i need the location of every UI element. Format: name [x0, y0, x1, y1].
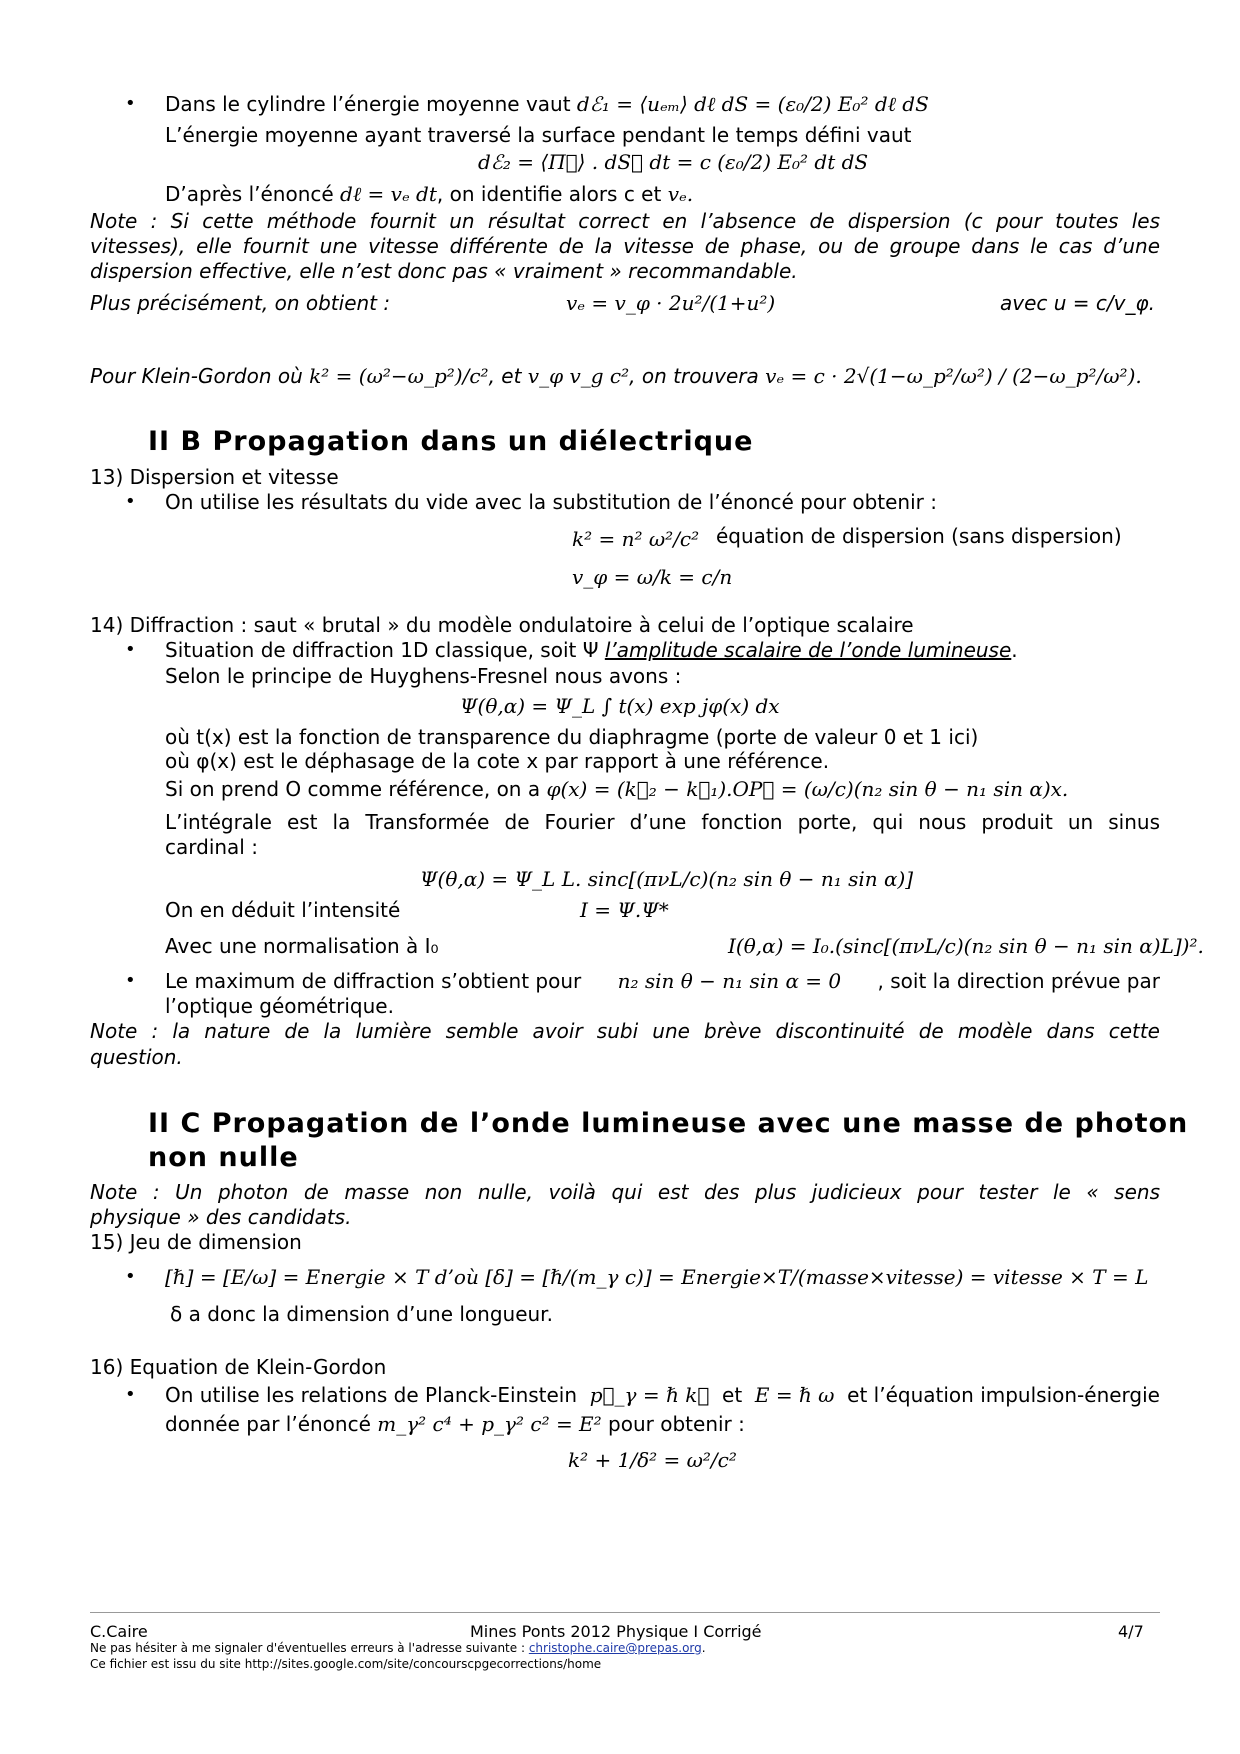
bullet: •	[125, 1384, 136, 1405]
paragraph	[165, 1412, 745, 1436]
equation: dℓ = vₑ dt	[340, 182, 437, 206]
paragraph	[165, 1383, 1160, 1407]
note: vitesses), elle fournit une vitesse différente de la vitesse de phase, ou de groupe dans le cas d’une	[90, 234, 1160, 258]
note: question.	[90, 1045, 183, 1069]
paragraph	[165, 969, 1160, 993]
note	[90, 364, 1142, 388]
bullet: •	[125, 1266, 136, 1287]
paragraph: Selon le principe de Huyghens-Fresnel nous avons :	[165, 664, 682, 688]
equation-label: équation de dispersion (sans dispersion)	[716, 524, 1122, 548]
text: D’après l’énoncé	[165, 182, 334, 206]
section-heading: II B Propagation dans un diélectrique	[148, 426, 754, 457]
equation: p⃗_γ = ℏ k⃗	[589, 1383, 710, 1407]
equation: dℰ₂ = ⟨Π⃗⟩ . dS⃗ dt = c (ε₀/2) E₀² dt dS	[478, 150, 869, 174]
text: , soit la direction prévue par	[877, 969, 1160, 993]
text: pour obtenir :	[608, 1412, 745, 1436]
text: Situation de diffraction 1D classique, soit Ψ	[165, 638, 599, 662]
note: Plus précisément, on obtient :	[90, 291, 391, 315]
section-heading: non nulle	[148, 1142, 299, 1173]
question-heading: 13) Dispersion et vitesse	[90, 465, 339, 489]
equation: v_φ v_g c²	[527, 364, 630, 388]
text: , on trouvera	[629, 364, 759, 388]
note: physique » des candidats.	[90, 1205, 352, 1229]
paragraph: On en déduit l’intensité	[165, 898, 401, 922]
question-heading: 15) Jeu de dimension	[90, 1230, 302, 1254]
bullet: •	[125, 970, 136, 991]
text: Dans le cylindre l’énergie moyenne vaut	[165, 92, 571, 116]
equation: Ψ(θ,α) = Ψ_L L. sinc[(πνL/c)(n₂ sin θ − n₁ sin α)]	[420, 867, 914, 891]
equation: I(θ,α) = I₀.(sinc[(πνL/c)(n₂ sin θ − n₁ sin α)L])².	[728, 934, 1204, 958]
question-heading: 14) Diffraction : saut « brutal » du modèle ondulatoire à celui de l’optique scalaire	[90, 613, 914, 637]
paragraph: On utilise les résultats du vide avec la substitution de l’énoncé pour obtenir :	[165, 490, 937, 514]
text: Le maximum de diffraction s’obtient pour	[165, 969, 582, 993]
note: Note : Un photon de masse non nulle, voilà qui est des plus judicieux pour tester le « sens	[90, 1180, 1160, 1204]
note: Note : Si cette méthode fournit un résultat correct en l’absence de dispersion (c pour toutes les	[90, 209, 1160, 233]
footer-page-number: 4/7	[1118, 1622, 1144, 1641]
equation: v_φ = ω/k = c/n	[572, 565, 733, 589]
equation: dℰ₁ = ⟨uₑₘ⟩ dℓ dS = (ε₀/2) E₀² dℓ dS	[576, 92, 929, 116]
equation: vₑ.	[667, 182, 694, 206]
footer-divider	[90, 1612, 1160, 1613]
email-link[interactable]: christophe.caire@prepas.org	[528, 1641, 702, 1655]
text: On utilise les relations de Planck-Einstein	[165, 1383, 578, 1407]
text: , et	[488, 364, 522, 388]
equation: [ℏ] = [E/ω] = Energie × T d’où [δ] = [ℏ/(m_γ c)] = Energie×T/(masse×vitesse) = vitesse × T = L	[165, 1265, 1149, 1289]
paragraph: cardinal :	[165, 835, 258, 859]
equation: k² + 1/δ² = ω²/c²	[568, 1448, 737, 1472]
footer-note: Ne pas hésiter à me signaler d'éventuelles erreurs à l'adresse suivante : christophe.caire@prepas.org.	[90, 1641, 706, 1655]
paragraph	[165, 182, 693, 206]
paragraph: L’énergie moyenne ayant traversé la surface pendant le temps défini vaut	[165, 123, 912, 147]
text: et	[722, 1383, 743, 1407]
paragraph	[165, 92, 929, 116]
text: Pour Klein-Gordon où	[90, 364, 303, 388]
equation: vₑ = v_φ · 2u²/(1+u²)	[566, 291, 776, 315]
paragraph: où φ(x) est le déphasage de la cote x par rapport à une référence.	[165, 749, 830, 773]
note: dispersion effective, elle n’est donc pas « vraiment » recommandable.	[90, 259, 798, 283]
equation: m_γ² c⁴ + p_γ² c² = E²	[377, 1412, 602, 1436]
equation: vₑ = c · 2√(1−ω_p²/ω²) / (2−ω_p²/ω²).	[765, 364, 1142, 388]
paragraph	[165, 638, 1018, 662]
equation: n₂ sin θ − n₁ sin α = 0	[617, 969, 842, 993]
equation: avec u = c/v_φ.	[1000, 291, 1156, 315]
question-heading: 16) Equation de Klein-Gordon	[90, 1355, 387, 1379]
paragraph: où t(x) est la fonction de transparence du diaphragme (porte de valeur 0 et 1 ici)	[165, 725, 979, 749]
equation: E = ℏ ω	[754, 1383, 835, 1407]
equation: I = Ψ.Ψ*	[580, 898, 669, 922]
text: , on identifie alors c et	[436, 182, 662, 206]
footer-title: Mines Ponts 2012 Physique I Corrigé	[470, 1622, 762, 1641]
footer-source: Ce fichier est issu du site http://sites.google.com/site/concourscpgecorrections/home	[90, 1657, 602, 1671]
note: Note : la nature de la lumière semble avoir subi une brève discontinuité de modèle dans cette	[90, 1019, 1160, 1043]
equation: k² = (ω²−ω_p²)/c²	[309, 364, 489, 388]
section-heading: II C Propagation de l’onde lumineuse avec une masse de photon	[148, 1108, 1189, 1139]
text: donnée par l’énoncé	[165, 1412, 371, 1436]
paragraph	[165, 777, 1068, 801]
text: .	[1011, 638, 1018, 662]
equation: Ψ(θ,α) = Ψ_L ∫ t(x) exp jφ(x) dx	[460, 694, 780, 718]
equation: φ(x) = (k⃗₂ − k⃗₁).OP⃗ = (ω/c)(n₂ sin θ − n₁ sin α)x.	[546, 777, 1069, 801]
bullet: •	[125, 491, 136, 512]
paragraph: Avec une normalisation à I₀	[165, 934, 439, 958]
paragraph: L’intégrale est la Transformée de Fourier d’une fonction porte, qui nous produit un sinus	[165, 810, 1160, 834]
text: Si on prend O comme référence, on a	[165, 777, 541, 801]
equation: k² = n² ω²/c²	[572, 527, 700, 551]
underlined-text: l’amplitude scalaire de l’onde lumineuse	[604, 638, 1012, 662]
footer-author: C.Caire	[90, 1622, 148, 1641]
text: Ne pas hésiter à me signaler d'éventuelles erreurs à l'adresse suivante :	[90, 1641, 525, 1655]
paragraph: δ a donc la dimension d’une longueur.	[170, 1302, 553, 1326]
bullet: •	[125, 93, 136, 114]
bullet: •	[125, 639, 136, 660]
text: et l’équation impulsion-énergie	[847, 1383, 1160, 1407]
paragraph: l’optique géométrique.	[165, 994, 394, 1018]
